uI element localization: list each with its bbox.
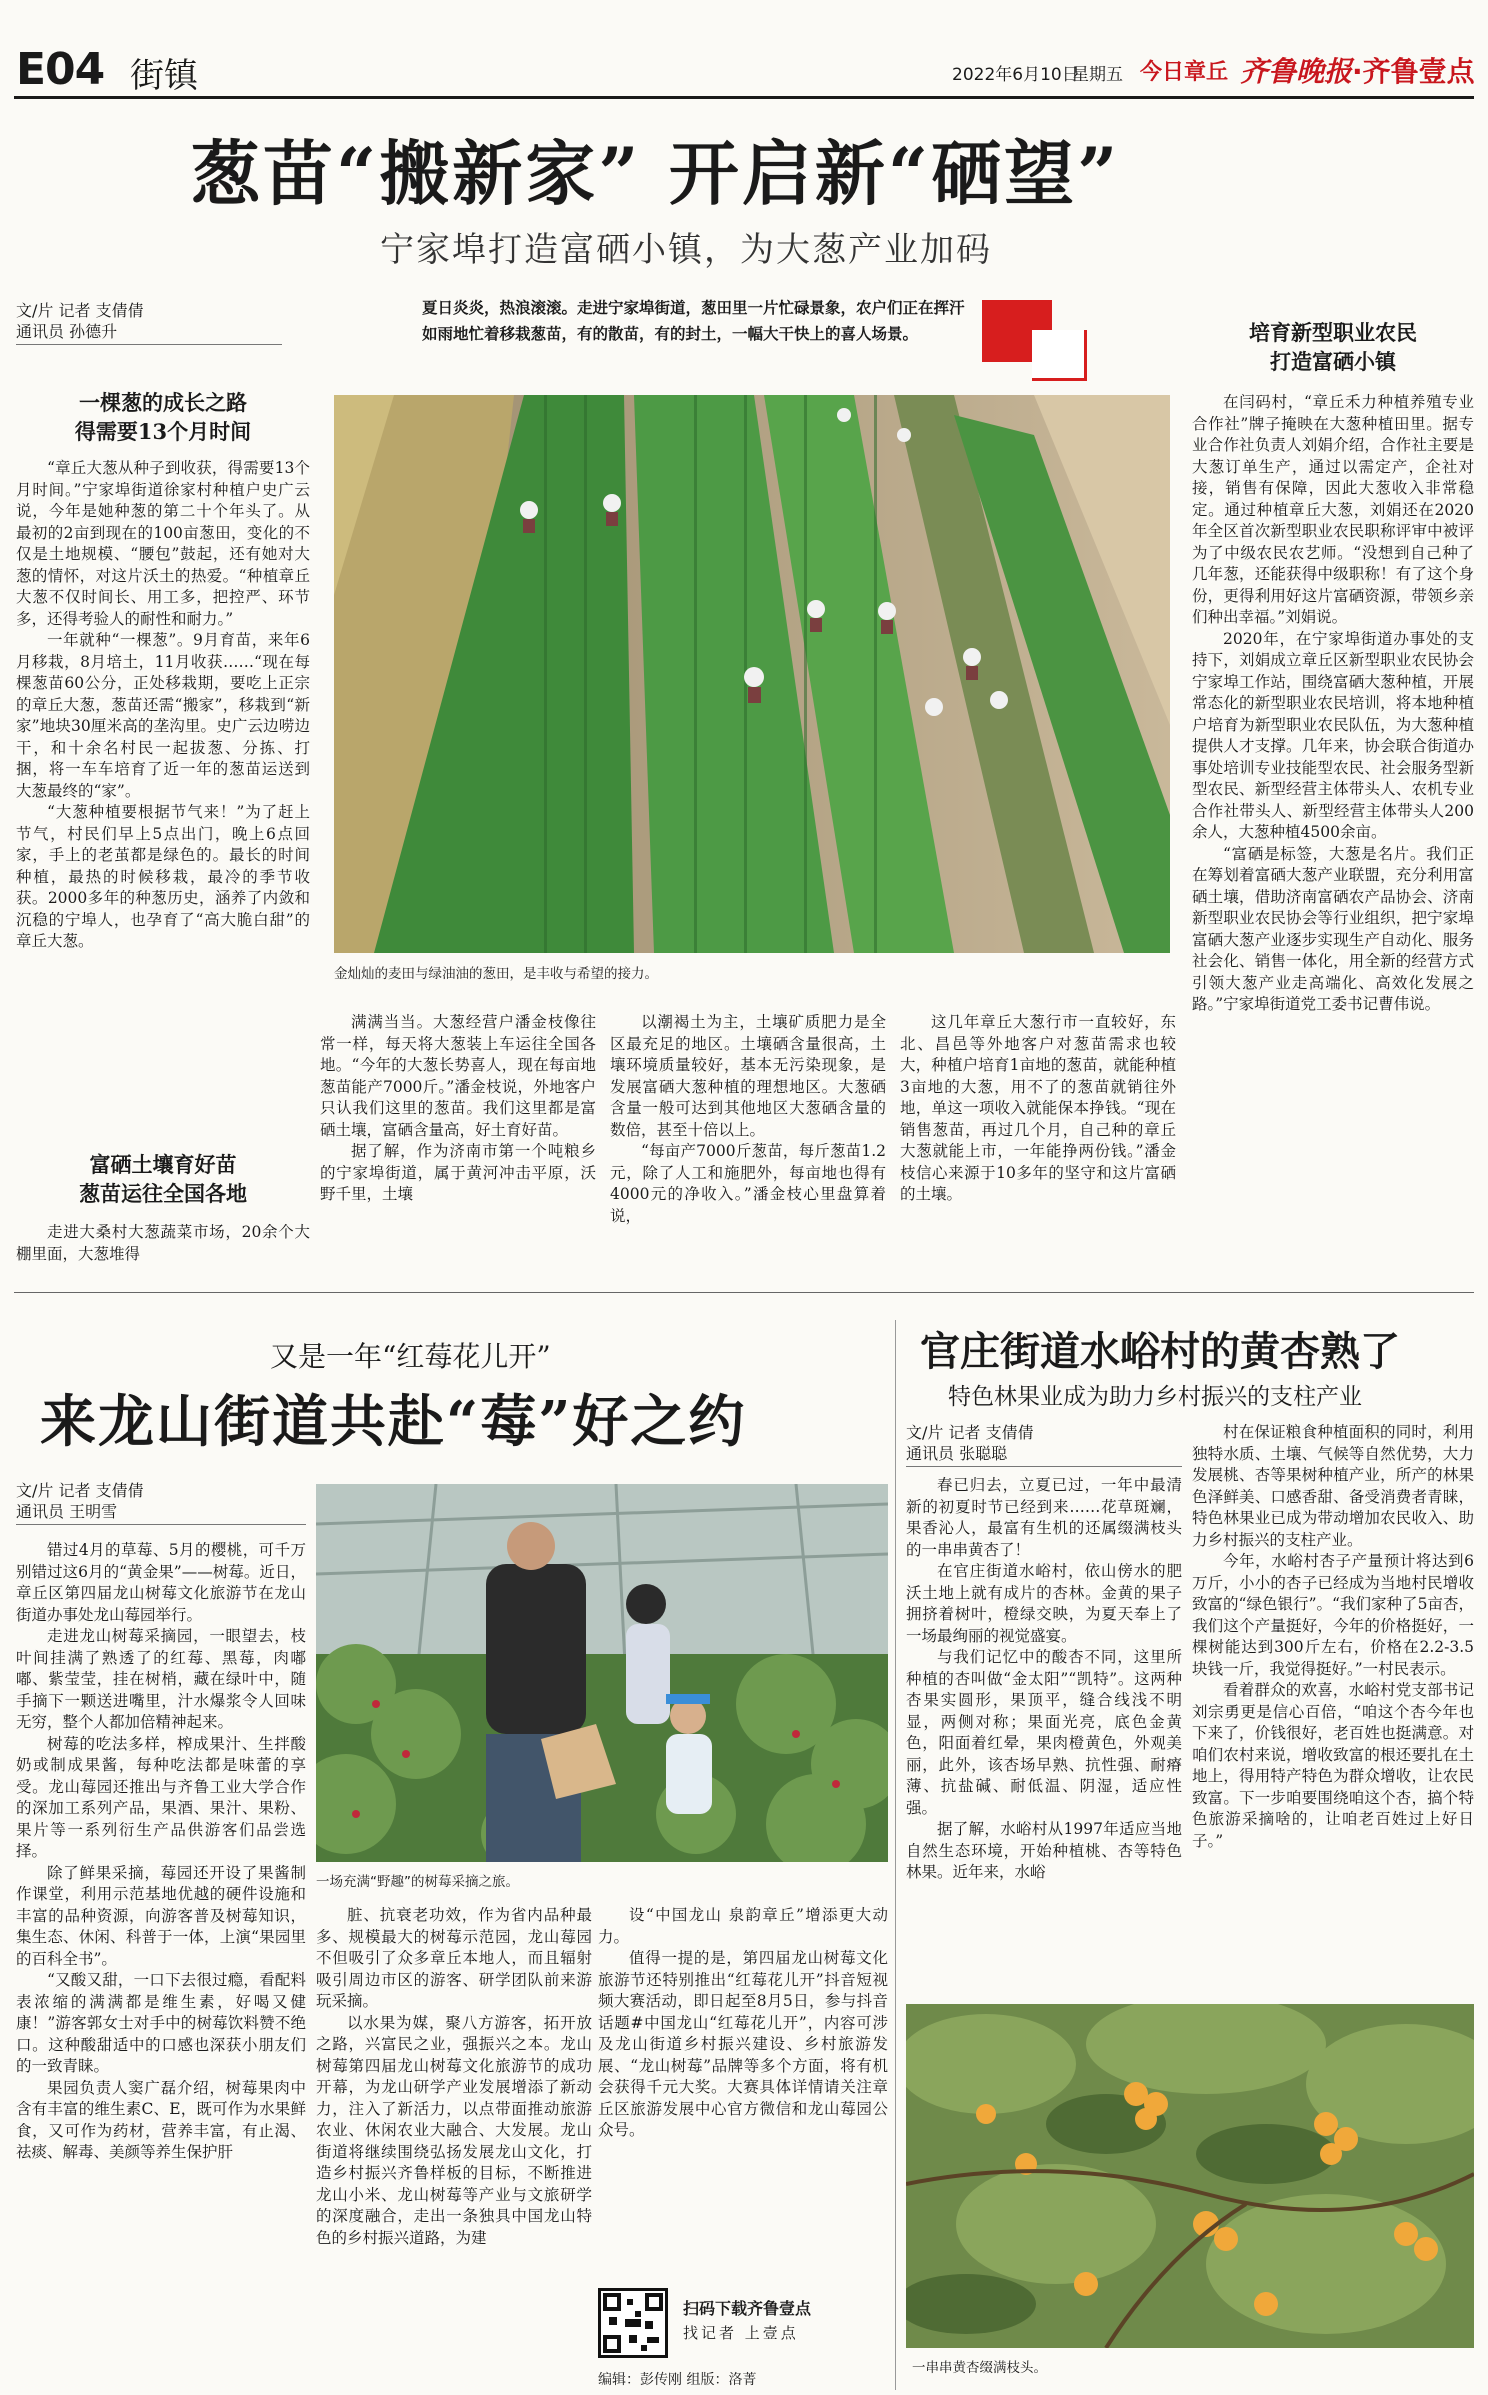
story1-subheadline: 宁家埠打造富硒小镇，为大葱产业加码 — [380, 230, 992, 270]
editor-credit: 编辑：彭传刚 组版：洛菁 — [598, 2372, 757, 2388]
apricot-photo — [906, 2004, 1474, 2348]
paragraph: 满满当当。大葱经营户潘金枝像往常一样，每天将大葱装上车运往全国各地。“今年的大葱长势喜人，现在每亩地葱苗能产7000斤。”潘金枝说，外地客户只认我们这里的葱苗。我们这里都是富硒土壤，富硒含量高，好土育好苗。 — [320, 1013, 596, 1139]
story3-byline-reporter: 文/片 记者 支倩倩 — [906, 1423, 1034, 1442]
qr-title: 扫码下载齐鲁壹点 — [683, 2299, 812, 2318]
decorative-red-square — [982, 300, 1052, 362]
story1-byline-correspondent: 通讯员 孙德升 — [16, 322, 118, 341]
story1-column-1b — [16, 1222, 310, 1266]
section-name: 街镇 — [130, 56, 198, 96]
onion-field-photo — [334, 395, 1170, 953]
section-divider — [14, 1292, 1474, 1293]
byline-rule — [16, 344, 282, 345]
paragraph: 在闫码村，“章丘禾力种植养殖专业合作社”牌子掩映在大葱种植田里。据专业合作社负责人刘娟介绍，合作社主要是大葱订单生产，通过以需定产，企社对接，销售有保障，因此大葱收入非常稳定。通过种植章丘大葱，刘娟还在2020年全区首次新型职业农民职称评审中被评为了中级农民农艺师。“没想到自己种了几年葱，还能获得中级职称！有了这个身份，更得利用好这片富硒资源，带领乡亲们种出幸福。”刘娟说。 — [1192, 393, 1474, 626]
issue-weekday: 星期五 — [1072, 65, 1123, 85]
story3-byline — [906, 1422, 1182, 1467]
raspberry-picking-image — [316, 1484, 888, 1862]
paragraph: “富硒是标签，大葱是名片。我们正在筹划着富硒大葱产业联盟，充分利用富硒土壤，借助济南富硒农产品协会、济南新型职业农民协会等行业组织，把宁家埠富硒大葱产业逐步实现生产自动化、服务社会化、销售一体化，用全新的经营方式引领大葱产业走高端化、高效化发展之路。”宁家埠街道党工委书记曹伟说。 — [1192, 844, 1474, 1013]
story1-column-2 — [320, 1012, 596, 1267]
story1-column-4 — [900, 1012, 1176, 1267]
story1-subhead-3: 培育新型职业农民 打造富硒小镇 — [1249, 320, 1417, 374]
paragraph: 脏、抗衰老功效，作为省内品种最多、规模最大的树莓示范园，龙山莓园不但吸引了众多章丘本地人，而且辐射吸引周边市区的游客、研学团队前来游玩采摘。 — [316, 1906, 592, 2010]
story3-column-2 — [1192, 1422, 1474, 1977]
paragraph: 2020年，在宁家埠街道办事处的支持下，刘娟成立章丘区新型职业农民协会宁家埠工作站，围绕富硒大葱种植，开展常态化的新型职业农民培训，将本地种植户培育为新型职业农民队伍，为大葱种植提供人才支撑。几年来，协会联合街道办事处培训专业技能型农民、社会服务型新型农民、新型经营主体带头人、农机专业合作社带头人、新型经营主体带头人200余人，大葱种植4500余亩。 — [1192, 629, 1474, 841]
story1-byline — [16, 300, 282, 345]
paragraph: 走进大桑村大葱蔬菜市场，20余个大棚里面，大葱堆得 — [16, 1223, 310, 1263]
story1-subhead-2: 富硒土壤育好苗 葱苗运往全国各地 — [79, 1152, 247, 1206]
story1-photo-caption: 金灿灿的麦田与绿油油的葱田，是丰收与希望的接力。 — [334, 966, 658, 982]
brand-logo-primary: 齐鲁晚报 — [1240, 55, 1353, 88]
story2-kicker: 又是一年“红莓花儿开” — [270, 1340, 551, 1373]
header-rule — [14, 96, 1474, 99]
story1-column-1 — [16, 458, 310, 1142]
apricot-image — [906, 2004, 1474, 2348]
paragraph: 走进龙山树莓采摘园，一眼望去，枝叶间挂满了熟透了的红莓、黑莓，肉嘟嘟、紫莹莹，挂在树梢，藏在绿叶中，随手摘下一颗送进嘴里，汁水爆浆令人回味无穷，整个人都加倍精神起来。 — [16, 1627, 306, 1731]
paragraph: 设“中国龙山 泉韵章丘”增添更大动力。 — [598, 1906, 888, 1946]
raspberry-picking-photo — [316, 1484, 888, 1862]
qr-code[interactable] — [598, 2288, 668, 2358]
paragraph: 村在保证粮食种植面积的同时，利用独特水质、土壤、气候等自然优势，大力发展桃、杏等果树种植产业，所产的林果色泽鲜美、口感香甜、备受消费者青睐，特色林果业已成为带动增加农民收入、助力乡村振兴的支柱产业。 — [1192, 1423, 1474, 1549]
paragraph: 以水果为媒，聚八方游客，拓开放之路，兴富民之业，强振兴之本。龙山树莓第四届龙山树莓文化旅游节的成功开幕，为龙山研学产业发展增添了新动力，注入了新活力，以点带面推动旅游农业、休闲农业大融合、大发展。龙山街道将继续围绕弘扬发展龙山文化，打造乡村振兴齐鲁样板的目标，不断推进龙山小米、龙山树莓等产业与文旅研学的深度融合，走出一条独具中国龙山特色的乡村振兴道路，为建 — [316, 2013, 592, 2247]
story1-byline-reporter: 文/片 记者 支倩倩 — [16, 301, 144, 320]
paragraph: 值得一提的是，第四届龙山树莓文化旅游节还特别推出“红莓花儿开”抖音短视频大赛活动，即日起至8月5日，参与抖音话题#中国龙山“红莓花儿开”，内容可涉及龙山街道乡村振兴建设、乡村旅游发展、“龙山树莓”品牌等多个方面，将有机会获得千元大奖。大赛具体详情请关注章丘区旅游发展中心官方微信和龙山莓园公众号。 — [598, 1949, 888, 2139]
story1-column-3 — [610, 1012, 886, 1267]
issue-date: 2022年6月10日 — [952, 65, 1079, 85]
paragraph: “大葱种植要根据节气来！”为了赶上节气，村民们早上5点出门，晚上6点回家，手上的老茧都是绿色的。最长的时间种植，最热的时候移栽，最冷的季节收获。2000多年的种葱历史，涵养了内敛和沉稳的宁埠人，也孕育了“高大脆白甜”的章丘大葱。 — [16, 803, 310, 950]
paragraph: 树莓的吃法多样，榨成果汁、生拌酸奶或制成果酱，每种吃法都是味蕾的享受。龙山莓园还推出与齐鲁工业大学合作的深加工系列产品，果酒、果汁、果粉、果片等一系列衍生产品供游客们品尝选择。 — [16, 1734, 306, 1860]
story2-byline — [16, 1480, 306, 1525]
paragraph: 一年就种“一棵葱”。9月育苗，来年6月移栽，8月培土，11月收获……“现在每棵葱苗60公分，正处移栽期，要吃上正宗的章丘大葱，葱苗还需“搬家”，移栽到“新家”地块30厘米高的垄沟里。史广云边唠边干，和十余名村民一起拔葱、分拣、打捆，将一车车培育了近一年的葱苗运送到大葱最终的“家”。 — [16, 631, 310, 800]
story3-byline-correspondent: 通讯员 张聪聪 — [906, 1444, 1008, 1463]
paragraph: 果园负责人窦广磊介绍，树莓果肉中含有丰富的维生素C、E，既可作为水果鲜食，又可作为药材，营养丰富，有止渴、祛痰、解毒、美颜等养生保护肝 — [16, 2078, 306, 2161]
story1-headline: 葱苗“搬新家” 开启新“硒望” — [190, 132, 1121, 215]
story2-column-1 — [16, 1540, 306, 2390]
paragraph: 这几年章丘大葱行市一直较好，东北、昌邑等外地客户对葱苗需求也较大，种植户培育1亩地的葱苗，就能种植3亩地的大葱，用不了的葱苗就销往外地，单这一项收入就能保本挣钱。“现在销售葱苗，再过几个月，自己种的章丘大葱就能上市，一年能挣两份钱。”潘金枝信心来源于10多年的坚守和这片富硒的土壤。 — [900, 1013, 1176, 1203]
story2-byline-correspondent: 通讯员 王明雪 — [16, 1502, 118, 1521]
paragraph: 与我们记忆中的酸杏不同，这里所种植的杏叫做“金太阳”“凯特”。这两种杏果实圆形，果顶平，缝合线浅不明显，两侧对称；果面光亮，底色金黄色，阳面着红晕，果肉橙黄色，外观美丽，此外，该杏场早熟、抗性强、耐瘠薄、抗盐碱、耐低温、阴湿，适应性强。 — [906, 1648, 1182, 1817]
story3-headline: 官庄街道水峪村的黄杏熟了 — [920, 1328, 1400, 1375]
story2-column-3 — [598, 1905, 888, 2277]
column-divider — [895, 1320, 896, 2390]
story2-headline: 来龙山街道共赴“莓”好之约 — [40, 1389, 747, 1455]
byline-rule — [16, 1524, 306, 1525]
qr-subtitle: 找记者 上壹点 — [683, 2324, 799, 2342]
paragraph: “每亩产7000斤葱苗，每斤葱苗1.2元，除了人工和施肥外，每亩地也得有4000元的净收入。”潘金枝心里盘算着说， — [610, 1142, 886, 1225]
paragraph: 今年，水峪村杏子产量预计将达到6万斤，小小的杏子已经成为当地村民增收致富的“绿色银行”。“我们家种了5亩杏，我们这个产量挺好，今年的价格挺好，一棵树能达到300斤左右，价格在2.2-3.5块钱一斤，我觉得挺好。”一村民表示。 — [1192, 1552, 1474, 1678]
paragraph: “章丘大葱从种子到收获，得需要13个月时间。”宁家埠街道徐家村种植户史广云说，今年是她种葱的第二十个年头了。从最初的2亩到现在的100亩葱田，变化的不仅是土地规模、“腰包”鼓起，还有她对大葱的情怀，对这片沃土的热爱。“种植章丘大葱不仅时间长、用工多，把控严、环节多，还得考验人的耐性和耐力。” — [16, 459, 310, 628]
byline-rule — [906, 1466, 1182, 1467]
story1-column-5 — [1192, 392, 1474, 1264]
paragraph: 除了鲜果采摘，莓园还开设了果酱制作课堂，利用示范基地优越的硬件设施和丰富的品种资源，向游客普及树莓知识，集生态、休闲、科普于一体，上演“果园里的百科全书”。 — [16, 1863, 306, 1968]
story2-photo-caption: 一场充满“野趣”的树莓采摘之旅。 — [316, 1874, 519, 1890]
paragraph: 看着群众的欢喜，水峪村党支部书记刘宗勇更是信心百倍，“咱这个杏今年也下来了，价钱很好，老百姓也挺满意。对咱们农村来说，增收致富的根还要扎在土地上，得用特产特色为群众增收，让农民致富。下一步咱要围绕咱这个杏，搞个特色旅游采摘啥的，让咱老百姓过上好日子。” — [1192, 1681, 1474, 1850]
paragraph: 据了解，水峪村从1997年适应当地自然生态环境，开始种植桃、杏等特色林果。近年来，水峪 — [906, 1820, 1182, 1881]
story3-column-1 — [906, 1475, 1182, 1975]
story1-lead: 夏日炎炎，热浪滚滚。走进宁家埠街道，葱田里一片忙碌景象，农户们正在挥汗如雨地忙着移栽葱苗，有的散苗，有的封土，一幅大干快上的喜人场景。 — [422, 299, 965, 343]
page-code: E04 — [16, 44, 105, 95]
brand-logo-secondary: ·齐鲁壹点 — [1352, 55, 1475, 88]
paragraph: 错过4月的草莓、5月的樱桃，可千万别错过这6月的“黄金果”——树莓。近日，章丘区第四届龙山树莓文化旅游节在龙山街道办事处龙山莓园举行。 — [16, 1541, 306, 1624]
paragraph: 以潮褐土为主，土壤矿质肥力是全区最充足的地区。土壤硒含量很高，土壤环境质量较好，基本无污染现象，是发展富硒大葱种植的理想地区。大葱硒含量一般可达到其他地区大葱硒含量的数倍，甚至十倍以上。 — [610, 1013, 886, 1139]
story2-byline-reporter: 文/片 记者 支倩倩 — [16, 1481, 144, 1500]
story1-subhead-1: 一棵葱的成长之路 得需要13个月时间 — [74, 390, 252, 444]
story3-subheadline: 特色林果业成为助力乡村振兴的支柱产业 — [948, 1384, 1362, 1410]
paragraph: 在官庄街道水峪村，依山傍水的肥沃土地上就有成片的杏林。金黄的果子拥挤着树叶，橙绿交映，为夏天奉上了一场最绚丽的视觉盛宴。 — [906, 1562, 1182, 1645]
edition-name: 今日章丘 — [1140, 60, 1229, 85]
story3-photo-caption: 一串串黄杏缀满枝头。 — [912, 2360, 1047, 2376]
story2-column-2 — [316, 1905, 592, 2389]
paragraph: “又酸又甜，一口下去很过瘾，看配料表浓缩的满满都是维生素，好喝又健康！”游客郭女士对手中的树莓饮料赞不绝口。这种酸甜适中的口感也深获小朋友们的一致青睐。 — [16, 1971, 306, 2075]
paragraph: 春已归去，立夏已过，一年中最清新的初夏时节已经到来……花草斑斓，果香沁人，最富有生机的还属缀满枝头的一串串黄杏了！ — [906, 1476, 1182, 1559]
onion-field-image — [334, 395, 1170, 953]
qr-code-icon — [601, 2291, 665, 2355]
paragraph: 据了解，作为济南市第一个吨粮乡的宁家埠街道，属于黄河冲击平原，沃野千里，土壤 — [320, 1142, 596, 1203]
